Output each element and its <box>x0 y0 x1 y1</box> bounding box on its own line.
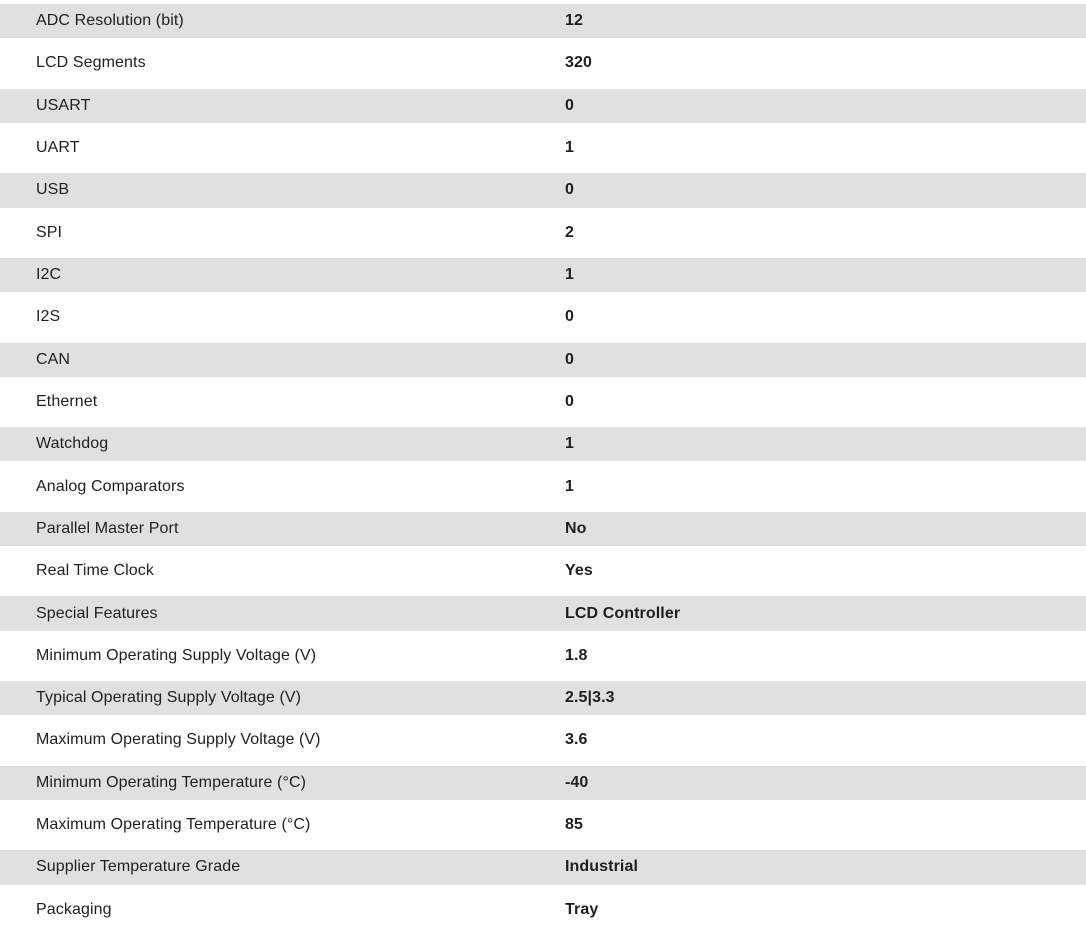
spec-row <box>0 465 1086 507</box>
spec-value: 2.5|3.3 <box>565 689 615 707</box>
spec-label: Supplier Temperature Grade <box>36 858 241 876</box>
spec-label: Real Time Clock <box>36 562 154 580</box>
spec-label: Maximum Operating Supply Voltage (V) <box>36 731 321 749</box>
spec-value: 1 <box>565 266 574 284</box>
spec-value: 1 <box>565 139 574 157</box>
spec-label: UART <box>36 139 80 157</box>
spec-row <box>0 0 1086 42</box>
spec-value: 0 <box>565 392 574 410</box>
spec-label: USB <box>36 181 70 199</box>
spec-row <box>0 254 1086 296</box>
spec-label: Maximum Operating Temperature (°C) <box>36 816 311 834</box>
spec-value: 85 <box>565 816 583 834</box>
spec-label: CAN <box>36 350 71 368</box>
spec-row <box>0 212 1086 254</box>
spec-row <box>0 169 1086 211</box>
spec-row <box>0 381 1086 423</box>
spec-value: 0 <box>565 350 574 368</box>
spec-row <box>0 423 1086 465</box>
spec-label: Typical Operating Supply Voltage (V) <box>36 689 302 707</box>
spec-row <box>0 296 1086 338</box>
spec-value: 0 <box>565 96 574 114</box>
spec-row <box>0 762 1086 804</box>
spec-row <box>0 889 1086 931</box>
spec-label: Minimum Operating Supply Voltage (V) <box>36 646 317 664</box>
spec-row <box>0 85 1086 127</box>
spec-row <box>0 508 1086 550</box>
spec-label: ADC Resolution (bit) <box>36 12 184 30</box>
spec-row <box>0 550 1086 592</box>
spec-row <box>0 127 1086 169</box>
spec-value: 0 <box>565 308 574 326</box>
spec-value: 1.8 <box>565 646 588 664</box>
spec-value: Industrial <box>565 858 639 876</box>
spec-value: Yes <box>565 562 593 580</box>
spec-label: SPI <box>36 223 63 241</box>
spec-row <box>0 804 1086 846</box>
spec-value: 0 <box>565 181 574 199</box>
spec-label: LCD Segments <box>36 54 146 72</box>
spec-row <box>0 42 1086 84</box>
spec-label: Minimum Operating Temperature (°C) <box>36 773 307 791</box>
spec-value: No <box>565 519 587 537</box>
spec-row <box>0 635 1086 677</box>
spec-row <box>0 339 1086 381</box>
spec-label: Special Features <box>36 604 158 622</box>
spec-row <box>0 677 1086 719</box>
spec-value: LCD Controller <box>565 604 681 622</box>
spec-value: 1 <box>565 435 574 453</box>
spec-label: Watchdog <box>36 435 109 453</box>
spec-row <box>0 592 1086 634</box>
spec-label: Analog Comparators <box>36 477 185 495</box>
spec-label: Ethernet <box>36 392 98 410</box>
spec-value: Tray <box>565 900 599 918</box>
spec-label: Parallel Master Port <box>36 519 179 537</box>
spec-value: 3.6 <box>565 731 588 749</box>
spec-label: I2S <box>36 308 61 326</box>
spec-value: 2 <box>565 223 574 241</box>
spec-row <box>0 719 1086 761</box>
spec-label: I2C <box>36 266 62 284</box>
spec-label: USART <box>36 96 91 114</box>
spec-value: 320 <box>565 54 592 72</box>
spec-row <box>0 846 1086 888</box>
spec-label: Packaging <box>36 900 112 918</box>
spec-value: 1 <box>565 477 574 495</box>
spec-value: -40 <box>565 773 589 791</box>
spec-value: 12 <box>565 12 583 30</box>
